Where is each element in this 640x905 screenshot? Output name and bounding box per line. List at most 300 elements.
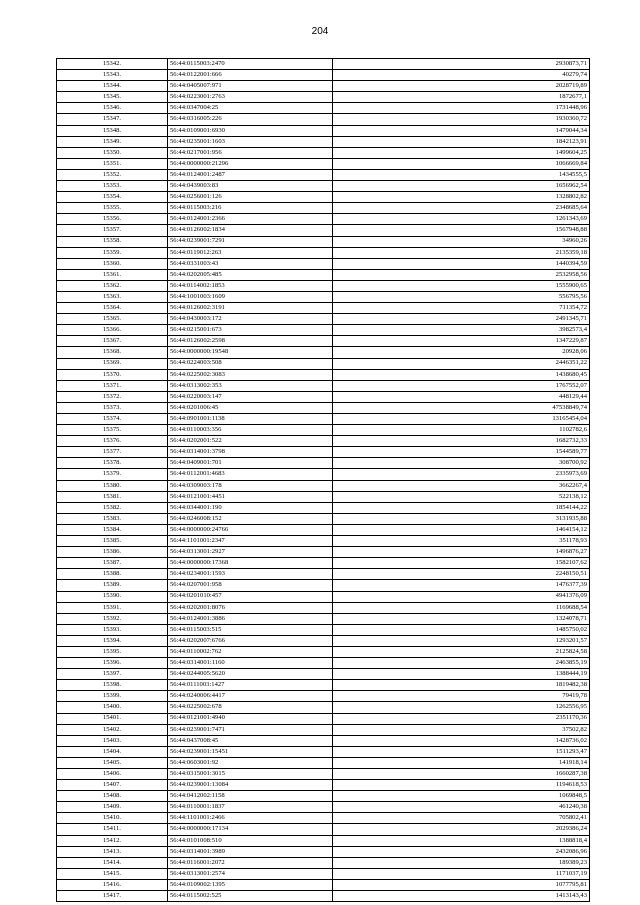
cadastral-value: 1544589,77 xyxy=(333,447,590,458)
row-number: 15391. xyxy=(57,602,168,613)
row-number: 15346. xyxy=(57,103,168,114)
row-number: 15385. xyxy=(57,536,168,547)
row-number: 15412. xyxy=(57,835,168,846)
table-row xyxy=(57,203,590,214)
cadastral-value: 2348685,64 xyxy=(333,203,590,214)
row-number: 15373. xyxy=(57,402,168,413)
table-row xyxy=(57,491,590,502)
table-row xyxy=(57,280,590,291)
cadastral-number: 56:44:0234001:1593 xyxy=(168,569,333,580)
row-number: 15393. xyxy=(57,624,168,635)
cadastral-number: 56:44:0409001:701 xyxy=(168,458,333,469)
row-number: 15377. xyxy=(57,447,168,458)
cadastral-number: 56:44:0437008:45 xyxy=(168,735,333,746)
cadastral-number: 56:44:0309003:178 xyxy=(168,480,333,491)
cadastral-value: 556795,56 xyxy=(333,291,590,302)
row-number: 15410. xyxy=(57,813,168,824)
cadastral-value: 1066669,84 xyxy=(333,158,590,169)
table-row xyxy=(57,347,590,358)
table-row xyxy=(57,291,590,302)
cadastral-value: 47538849,74 xyxy=(333,402,590,413)
cadastral-value: 1854144,22 xyxy=(333,502,590,513)
row-number: 15374. xyxy=(57,414,168,425)
row-number: 15384. xyxy=(57,524,168,535)
table-row xyxy=(57,81,590,92)
table-row xyxy=(57,225,590,236)
table-row xyxy=(57,702,590,713)
table-row xyxy=(57,502,590,513)
cadastral-number: 56:44:0121001:4940 xyxy=(168,713,333,724)
table-row xyxy=(57,158,590,169)
table-row xyxy=(57,469,590,480)
cadastral-number: 56:44:0246008:152 xyxy=(168,513,333,524)
row-number: 15360. xyxy=(57,258,168,269)
row-number: 15404. xyxy=(57,746,168,757)
cadastral-number: 56:44:0000000:19548 xyxy=(168,347,333,358)
cadastral-number: 56:44:0217001:956 xyxy=(168,147,333,158)
cadastral-value: 2135359,18 xyxy=(333,247,590,258)
cadastral-value: 1582107,62 xyxy=(333,558,590,569)
row-number: 15390. xyxy=(57,591,168,602)
cadastral-number: 56:44:0126002:3191 xyxy=(168,303,333,314)
table-row xyxy=(57,713,590,724)
table-body xyxy=(57,59,590,902)
row-number: 15401. xyxy=(57,713,168,724)
table-row xyxy=(57,802,590,813)
cadastral-number: 56:44:0224003:508 xyxy=(168,358,333,369)
table-row xyxy=(57,824,590,835)
cadastral-value: 2351170,36 xyxy=(333,713,590,724)
row-number: 15396. xyxy=(57,658,168,669)
cadastral-number: 56:44:0347004:25 xyxy=(168,103,333,114)
cadastral-number: 56:44:0239001:7471 xyxy=(168,724,333,735)
table-row xyxy=(57,414,590,425)
cadastral-number: 56:44:0111003:1427 xyxy=(168,680,333,691)
row-number: 15364. xyxy=(57,303,168,314)
table-row xyxy=(57,524,590,535)
cadastral-number: 56:44:0215001:673 xyxy=(168,325,333,336)
cadastral-value: 448129,44 xyxy=(333,391,590,402)
table-row xyxy=(57,780,590,791)
row-number: 15363. xyxy=(57,291,168,302)
cadastral-value: 37502,82 xyxy=(333,724,590,735)
cadastral-value: 3131935,88 xyxy=(333,513,590,524)
cadastral-number: 56:44:0110002:762 xyxy=(168,646,333,657)
row-number: 15403. xyxy=(57,735,168,746)
cadastral-number: 56:44:0202001:522 xyxy=(168,436,333,447)
row-number: 15406. xyxy=(57,769,168,780)
cadastral-number: 56:44:0112001:4683 xyxy=(168,469,333,480)
table-row xyxy=(57,369,590,380)
cadastral-number: 56:44:0240006:4417 xyxy=(168,691,333,702)
table-row xyxy=(57,458,590,469)
cadastral-value: 1567948,88 xyxy=(333,225,590,236)
cadastral-value: 1479044,34 xyxy=(333,125,590,136)
table-row xyxy=(57,447,590,458)
cadastral-value: 1262556,95 xyxy=(333,702,590,713)
row-number: 15361. xyxy=(57,269,168,280)
cadastral-number: 56:44:1101001:2347 xyxy=(168,536,333,547)
cadastral-value: 1476377,39 xyxy=(333,580,590,591)
cadastral-number: 56:44:0115003:216 xyxy=(168,203,333,214)
cadastral-value: 79419,78 xyxy=(333,691,590,702)
table-row xyxy=(57,114,590,125)
cadastral-value: 1511293,47 xyxy=(333,746,590,757)
cadastral-number: 56:44:0225002:678 xyxy=(168,702,333,713)
cadastral-value: 2446351,22 xyxy=(333,358,590,369)
cadastral-value: 2028719,89 xyxy=(333,81,590,92)
cadastral-value: 2930873,71 xyxy=(333,59,590,70)
cadastral-number: 56:44:0235001:1603 xyxy=(168,136,333,147)
cadastral-number: 56:44:0110001:1837 xyxy=(168,802,333,813)
table-row xyxy=(57,314,590,325)
cadastral-value: 461240,38 xyxy=(333,802,590,813)
cadastral-value: 1731448,96 xyxy=(333,103,590,114)
cadastral-number: 56:44:0114002:1853 xyxy=(168,280,333,291)
table-row xyxy=(57,624,590,635)
cadastral-number: 56:44:0119012:263 xyxy=(168,247,333,258)
row-number: 15378. xyxy=(57,458,168,469)
cadastral-number: 56:44:0126002:2598 xyxy=(168,336,333,347)
row-number: 15356. xyxy=(57,214,168,225)
cadastral-number: 56:44:0116001:2072 xyxy=(168,857,333,868)
table-row xyxy=(57,303,590,314)
table-row xyxy=(57,791,590,802)
cadastral-number: 56:44:0256001:126 xyxy=(168,192,333,203)
cadastral-value: 1324078,71 xyxy=(333,613,590,624)
cadastral-number: 56:44:0110003:356 xyxy=(168,425,333,436)
table-row xyxy=(57,147,590,158)
cadastral-number: 56:44:0115003:2470 xyxy=(168,59,333,70)
row-number: 15408. xyxy=(57,791,168,802)
cadastral-value: 141918,14 xyxy=(333,757,590,768)
cadastral-number: 56:44:0244005:5620 xyxy=(168,669,333,680)
cadastral-value: 2335973,69 xyxy=(333,469,590,480)
table-row xyxy=(57,169,590,180)
row-number: 15372. xyxy=(57,391,168,402)
cadastral-value: 1261343,69 xyxy=(333,214,590,225)
cadastral-number: 56:44:0124001:2366 xyxy=(168,214,333,225)
table-row xyxy=(57,724,590,735)
cadastral-number: 56:44:0124001:3886 xyxy=(168,613,333,624)
cadastral-value: 1428736,02 xyxy=(333,735,590,746)
cadastral-value: 1842123,91 xyxy=(333,136,590,147)
cadastral-value: 1496876,27 xyxy=(333,547,590,558)
row-number: 15414. xyxy=(57,857,168,868)
table-row xyxy=(57,425,590,436)
cadastral-value: 2029386,24 xyxy=(333,824,590,835)
row-number: 15400. xyxy=(57,702,168,713)
cadastral-number: 56:44:0220003:147 xyxy=(168,391,333,402)
page-number: 204 xyxy=(311,26,329,37)
cadastral-value: 13165454,04 xyxy=(333,414,590,425)
row-number: 15417. xyxy=(57,891,168,902)
cadastral-value: 1660287,38 xyxy=(333,769,590,780)
table-row xyxy=(57,59,590,70)
row-number: 15409. xyxy=(57,802,168,813)
row-number: 15351. xyxy=(57,158,168,169)
cadastral-value: 1767552,07 xyxy=(333,380,590,391)
table-row xyxy=(57,813,590,824)
table-row xyxy=(57,136,590,147)
cadastral-value-table xyxy=(56,58,590,902)
cadastral-value: 1438680,45 xyxy=(333,369,590,380)
table-row xyxy=(57,236,590,247)
cadastral-value: 1328802,82 xyxy=(333,192,590,203)
row-number: 15355. xyxy=(57,203,168,214)
cadastral-number: 56:44:0000000:24766 xyxy=(168,524,333,535)
cadastral-number: 56:44:1001003:1609 xyxy=(168,291,333,302)
cadastral-value: 351178,93 xyxy=(333,536,590,547)
row-number: 15352. xyxy=(57,169,168,180)
row-number: 15370. xyxy=(57,369,168,380)
row-number: 15383. xyxy=(57,513,168,524)
cadastral-number: 56:44:0124001:2487 xyxy=(168,169,333,180)
table-row xyxy=(57,336,590,347)
table-row xyxy=(57,591,590,602)
cadastral-value: 1171037,19 xyxy=(333,868,590,879)
cadastral-number: 56:44:0115002:525 xyxy=(168,891,333,902)
row-number: 15367. xyxy=(57,336,168,347)
cadastral-number: 56:44:0239001:7291 xyxy=(168,236,333,247)
table-row xyxy=(57,680,590,691)
table-row xyxy=(57,192,590,203)
cadastral-value: 705802,41 xyxy=(333,813,590,824)
row-number: 15386. xyxy=(57,547,168,558)
row-number: 15411. xyxy=(57,824,168,835)
cadastral-value: 1102782,6 xyxy=(333,425,590,436)
table-row xyxy=(57,247,590,258)
table-row xyxy=(57,358,590,369)
cadastral-number: 56:44:0202001:8076 xyxy=(168,602,333,613)
cadastral-value: 1930360,72 xyxy=(333,114,590,125)
cadastral-value: 20928,06 xyxy=(333,347,590,358)
cadastral-value: 1388818,4 xyxy=(333,835,590,846)
row-number: 15369. xyxy=(57,358,168,369)
table-row xyxy=(57,92,590,103)
cadastral-value: 1388444,19 xyxy=(333,669,590,680)
cadastral-number: 56:44:0207001:958 xyxy=(168,580,333,591)
cadastral-number: 56:44:0405007:971 xyxy=(168,81,333,92)
cadastral-value: 2248150,51 xyxy=(333,569,590,580)
row-number: 15388. xyxy=(57,569,168,580)
cadastral-number: 56:44:0331003:43 xyxy=(168,258,333,269)
table-row xyxy=(57,70,590,81)
row-number: 15389. xyxy=(57,580,168,591)
row-number: 15348. xyxy=(57,125,168,136)
cadastral-number: 56:44:0314001:3798 xyxy=(168,447,333,458)
cadastral-number: 56:44:0202007:6766 xyxy=(168,635,333,646)
cadastral-number: 56:44:0412002:1158 xyxy=(168,791,333,802)
cadastral-value: 2432086,96 xyxy=(333,846,590,857)
cadastral-value: 1656962,54 xyxy=(333,181,590,192)
table-row xyxy=(57,558,590,569)
row-number: 15366. xyxy=(57,325,168,336)
row-number: 15375. xyxy=(57,425,168,436)
cadastral-value: 1347229,87 xyxy=(333,336,590,347)
table-row xyxy=(57,269,590,280)
cadastral-value: 1499604,25 xyxy=(333,147,590,158)
cadastral-value: 711354,72 xyxy=(333,303,590,314)
cadastral-value: 4941376,09 xyxy=(333,591,590,602)
cadastral-number: 56:44:0239001:15451 xyxy=(168,746,333,757)
cadastral-value: 1819482,38 xyxy=(333,680,590,691)
cadastral-value: 308700,92 xyxy=(333,458,590,469)
cadastral-number: 56:44:0344001:190 xyxy=(168,502,333,513)
cadastral-value: 2125824,58 xyxy=(333,646,590,657)
cadastral-number: 56:44:0313001:2574 xyxy=(168,868,333,879)
cadastral-value: 1194618,53 xyxy=(333,780,590,791)
table-row xyxy=(57,480,590,491)
cadastral-number: 56:44:0115003:515 xyxy=(168,624,333,635)
cadastral-value: 1413143,43 xyxy=(333,891,590,902)
table-row xyxy=(57,735,590,746)
row-number: 15345. xyxy=(57,92,168,103)
cadastral-number: 56:44:0202005:485 xyxy=(168,269,333,280)
table-row xyxy=(57,125,590,136)
table-row xyxy=(57,635,590,646)
table-row xyxy=(57,536,590,547)
table-row xyxy=(57,380,590,391)
table-row xyxy=(57,613,590,624)
row-number: 15397. xyxy=(57,669,168,680)
cadastral-number: 56:44:0316005:226 xyxy=(168,114,333,125)
cadastral-value: 1464154,12 xyxy=(333,524,590,535)
row-number: 15376. xyxy=(57,436,168,447)
row-number: 15349. xyxy=(57,136,168,147)
cadastral-number: 56:44:0439003:83 xyxy=(168,181,333,192)
row-number: 15402. xyxy=(57,724,168,735)
row-number: 15371. xyxy=(57,380,168,391)
cadastral-value: 1434555,5 xyxy=(333,169,590,180)
cadastral-number: 56:44:0314001:3989 xyxy=(168,846,333,857)
table-row xyxy=(57,436,590,447)
cadastral-value: 40279,74 xyxy=(333,70,590,81)
row-number: 15380. xyxy=(57,480,168,491)
row-number: 15362. xyxy=(57,280,168,291)
cadastral-number: 56:44:0126002:1834 xyxy=(168,225,333,236)
table-row xyxy=(57,258,590,269)
row-number: 15394. xyxy=(57,635,168,646)
cadastral-number: 56:44:0315001:3015 xyxy=(168,769,333,780)
cadastral-number: 56:44:0109002:1395 xyxy=(168,879,333,890)
cadastral-value: 3662267,4 xyxy=(333,480,590,491)
cadastral-number: 56:44:0101008:510 xyxy=(168,835,333,846)
row-number: 15347. xyxy=(57,114,168,125)
table-row xyxy=(57,402,590,413)
row-number: 15387. xyxy=(57,558,168,569)
cadastral-value: 1485750,02 xyxy=(333,624,590,635)
table-row xyxy=(57,891,590,902)
cadastral-number: 56:44:0430003:172 xyxy=(168,314,333,325)
row-number: 15405. xyxy=(57,757,168,768)
cadastral-number: 56:44:0201006:45 xyxy=(168,402,333,413)
cadastral-value: 189389,23 xyxy=(333,857,590,868)
row-number: 15354. xyxy=(57,192,168,203)
cadastral-value: 34960,26 xyxy=(333,236,590,247)
row-number: 15350. xyxy=(57,147,168,158)
cadastral-value: 1872677,1 xyxy=(333,92,590,103)
cadastral-number: 56:44:1101001:2466 xyxy=(168,813,333,824)
cadastral-value: 2491345,71 xyxy=(333,314,590,325)
cadastral-value: 1169688,54 xyxy=(333,602,590,613)
table-row xyxy=(57,646,590,657)
row-number: 15358. xyxy=(57,236,168,247)
cadastral-value: 1682732,33 xyxy=(333,436,590,447)
cadastral-number: 56:44:0313002:353 xyxy=(168,380,333,391)
cadastral-value: 1069848,5 xyxy=(333,791,590,802)
cadastral-number: 56:44:0223001:2763 xyxy=(168,92,333,103)
row-number: 15343. xyxy=(57,70,168,81)
row-number: 15359. xyxy=(57,247,168,258)
row-number: 15413. xyxy=(57,846,168,857)
cadastral-number: 56:44:0239001:13084 xyxy=(168,780,333,791)
row-number: 15365. xyxy=(57,314,168,325)
cadastral-number: 56:44:0901001:1138 xyxy=(168,414,333,425)
table-row xyxy=(57,691,590,702)
table-row xyxy=(57,325,590,336)
cadastral-number: 56:44:0121001:4451 xyxy=(168,491,333,502)
table-row xyxy=(57,580,590,591)
row-number: 15382. xyxy=(57,502,168,513)
cadastral-value: 1077795,81 xyxy=(333,879,590,890)
cadastral-number: 56:44:0314001:1160 xyxy=(168,658,333,669)
cadastral-number: 56:44:0000000:17134 xyxy=(168,824,333,835)
row-number: 15395. xyxy=(57,646,168,657)
table-row xyxy=(57,569,590,580)
row-number: 15416. xyxy=(57,879,168,890)
row-number: 15399. xyxy=(57,691,168,702)
table-row xyxy=(57,658,590,669)
table-row xyxy=(57,857,590,868)
row-number: 15342. xyxy=(57,59,168,70)
cadastral-number: 56:44:0201010:457 xyxy=(168,591,333,602)
cadastral-value: 3982573,4 xyxy=(333,325,590,336)
table-row xyxy=(57,669,590,680)
table-row xyxy=(57,547,590,558)
row-number: 15407. xyxy=(57,780,168,791)
table-row xyxy=(57,835,590,846)
row-number: 15344. xyxy=(57,81,168,92)
row-number: 15353. xyxy=(57,181,168,192)
row-number: 15381. xyxy=(57,491,168,502)
cadastral-number: 56:44:0000000:17368 xyxy=(168,558,333,569)
cadastral-value: 1555900,65 xyxy=(333,280,590,291)
cadastral-number: 56:44:0000000:21296 xyxy=(168,158,333,169)
row-number: 15357. xyxy=(57,225,168,236)
cadastral-value: 2463855,19 xyxy=(333,658,590,669)
row-number: 15415. xyxy=(57,868,168,879)
cadastral-number: 56:44:0122001:666 xyxy=(168,70,333,81)
table-row xyxy=(57,746,590,757)
cadastral-number: 56:44:0225002:3083 xyxy=(168,369,333,380)
table-row xyxy=(57,391,590,402)
cadastral-number: 56:44:0109001:6930 xyxy=(168,125,333,136)
table-row xyxy=(57,868,590,879)
row-number: 15368. xyxy=(57,347,168,358)
table-row xyxy=(57,879,590,890)
cadastral-value: 1440394,59 xyxy=(333,258,590,269)
row-number: 15379. xyxy=(57,469,168,480)
cadastral-value: 2532958,56 xyxy=(333,269,590,280)
table-row xyxy=(57,602,590,613)
table-row xyxy=(57,214,590,225)
table-row xyxy=(57,513,590,524)
row-number: 15392. xyxy=(57,613,168,624)
table-row xyxy=(57,769,590,780)
cadastral-number: 56:44:0313001:2927 xyxy=(168,547,333,558)
table-row xyxy=(57,103,590,114)
